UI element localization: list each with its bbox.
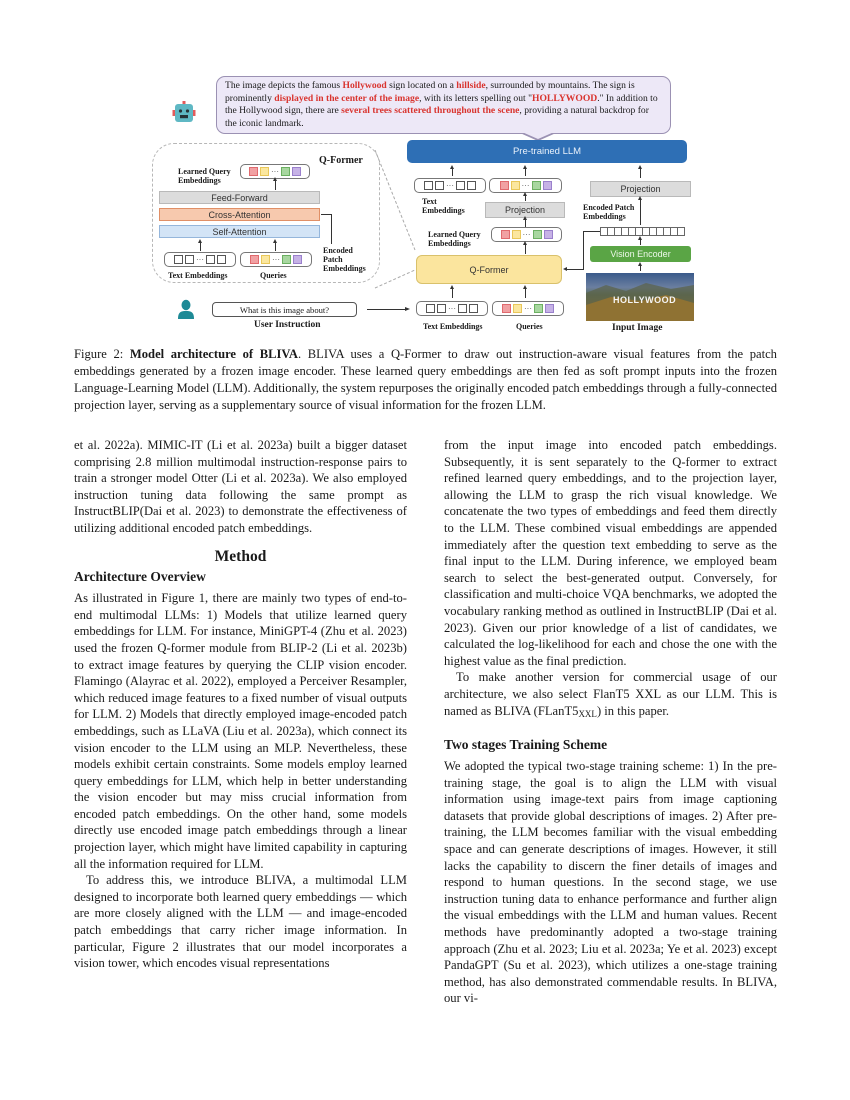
bottom-queries-label: Queries	[516, 322, 543, 331]
bottom-text-embedding-tokens: ···	[416, 301, 488, 316]
connector-line	[367, 309, 407, 310]
response-bubble	[216, 76, 671, 134]
arrow-icon	[640, 168, 641, 178]
paragraph: We adopted the typical two-stage training scheme: 1) In the pre-training stage, the goal is to align the LLM with visual information using image-text pairs from image captioning datasets that provide global descriptions of images. 2) After pre-training, the LLM becomes familiar with the visual embedding space and can generate descriptions of images. However, it still lacks the capability to discern the finer details of images and respond to human questions. In the second stage, we use instruction tuning data to enhance performance and further align the visual embeddings with the LLM and human values. Recent methods have predominantly adopted a two-stage training approach (Zhu et al. 2023; Liu et al. 2023a; Ye et al. 2023) except PandaGPT (Su et al. 2023), which utilizes a one-stage training method, has also demonstrated commendable results. In BLIVA, our vi-	[444, 759, 777, 1006]
qformer-encoded-patch-label: Encoded Patch Embeddings	[323, 246, 366, 273]
qformer-panel-title: Q-Former	[319, 155, 363, 166]
connector-line	[583, 231, 584, 269]
bottom-text-embeddings-label: Text Embeddings	[423, 322, 483, 331]
learned-query-tokens: ···	[491, 227, 562, 242]
arrow-icon	[525, 288, 526, 298]
arrow-icon	[640, 265, 641, 271]
text-embeddings-label: Text Embeddings	[422, 197, 465, 215]
paragraph: As illustrated in Figure 1, there are mainly two types of end-to-end multimodal LLMs: 1) Models that utilize learned query embeddings for LLM. For instance, MiniGPT-4 (Zhu et al. 2023) used the frozen Q-former module from BLIP-2 (Li et al. 2023b) to extract image features by querying the CLIP vision encoder. Flamingo (Alayrac et al. 2022), employed a Perceiver Resampler, which reduced image features to a fixed number of visual outputs for LLM. 2) Models that directly employed image-encoded patch embeddings, such as LLaVA (Liu et al. 2023a), which connect its vision encoder to the LLM using an MLP. Nevertheless, these models exhibit certain constraints. Some models employ learned query embeddings for LLM, which help in better understanding the vision encoder but may miss crucial information from encoded patch embeddings. On the other hand, some models directly use encoded image patch embeddings through a linear projection layer, which might have limited capability in capturing all the information required for LLM.	[74, 591, 407, 871]
encoded-patch-tokens	[600, 227, 685, 236]
arrow-icon	[525, 219, 526, 227]
arrow-icon	[525, 244, 526, 254]
qformer-text-embeddings-label: Text Embeddings	[168, 271, 228, 280]
llm-query-tokens: ···	[489, 178, 562, 193]
highlighted-phrase: displayed in the center of the image	[274, 92, 420, 104]
connector-line	[331, 214, 332, 244]
paragraph	[444, 669, 777, 722]
arrow-icon	[452, 168, 453, 176]
user-instruction-label: User Instruction	[254, 320, 321, 330]
llm-text-embedding-tokens: ···	[414, 178, 486, 193]
projection-right-block: Projection	[590, 181, 691, 197]
robot-icon	[172, 100, 196, 124]
arrow-icon	[525, 195, 526, 201]
right-column	[444, 437, 777, 1007]
qformer-query-tokens: ···	[240, 252, 312, 267]
paragraph: To address this, we introduce BLIVA, a multimodal LLM designed to incorporate both learned query embeddings — which are more closely aligned with the LLM — and image-encoded patch embeddings that carry richer image information. In particular, Figure 2 illustrates that our model incorporates a vision tower, which encodes visual representations	[74, 873, 407, 971]
highlighted-phrase: hillside	[456, 80, 486, 91]
pretrained-llm-block: Pre-trained LLM	[407, 140, 687, 163]
highlighted-phrase: several trees scattered throughout the scene	[341, 105, 520, 117]
figure-architecture	[0, 0, 850, 340]
connector-line	[566, 269, 584, 270]
response-text: , surrounded by mountains. The sign is prominently	[225, 80, 635, 104]
bottom-query-tokens: ···	[492, 301, 564, 316]
hollywood-sign: HOLLYWOOD	[613, 295, 677, 305]
response-text: The image depicts the famous	[225, 80, 343, 91]
qformer-text-embedding-tokens: ···	[164, 252, 236, 267]
input-image-label: Input Image	[612, 323, 663, 333]
subscript: XXL	[578, 708, 597, 719]
feed-forward-block: Feed-Forward	[159, 191, 320, 204]
learned-query-label: Learned Query Embeddings	[428, 230, 481, 248]
highlighted-phrase: HOLLYWOOD	[532, 92, 598, 104]
paragraph-text: ) in this paper.	[596, 703, 669, 718]
subsection-heading-architecture: Architecture Overview	[74, 569, 206, 585]
figure-caption	[74, 346, 777, 414]
response-text: sign located on a	[386, 80, 457, 91]
arrow-icon	[275, 180, 276, 190]
arrow-icon	[200, 242, 201, 251]
response-text: ." In addition to the Hollywood sign, there are	[225, 92, 658, 117]
response-text: , with its letters spelling out "	[419, 92, 532, 104]
user-instruction-input: What is this image about?	[212, 302, 357, 317]
vision-encoder-block: Vision Encoder	[590, 246, 691, 262]
arrow-left-icon	[563, 267, 567, 271]
self-attention-block: Self-Attention	[159, 225, 320, 238]
arrow-icon	[640, 239, 641, 245]
caption-prefix: Figure 2:	[74, 347, 130, 361]
arrow-right-icon	[405, 307, 410, 311]
user-icon	[177, 299, 195, 319]
highlighted-phrase: Hollywood	[342, 80, 387, 91]
paragraph-text: To make another version for commercial usage of our architecture, we also select FlanT5 XXL as our LLM. This is named as BLIVA (FLanT5	[444, 670, 777, 718]
response-text: , providing a natural backdrop for the iconic landmark.	[225, 105, 649, 129]
section-heading-method: Method	[214, 547, 267, 565]
caption-text: . BLIVA uses a Q-Former to draw out instruction-aware visual features from the patch embeddings generated by a frozen image encoder. These learned query embeddings are then fed as soft prompt inputs into the frozen Language-Learning Model (LLM). Additionally, the system repurposes the originally encoded patch embeddings through a fully-connected projection layer, serving as a supplementary source of visual information for the frozen LLM.	[74, 347, 777, 412]
input-image	[586, 273, 694, 321]
encoded-patch-label: Encoded Patch Embeddings	[583, 203, 635, 221]
arrow-icon	[275, 242, 276, 251]
paragraph: et al. 2022a). MIMIC-IT (Li et al. 2023a) built a bigger dataset comprising 2.8 million multimodal instruction-response pairs to train a stronger model Otter (Li et al. 2023a). We also employed instruction tuning data following the same prompt as InstructBLIP(Dai et al. 2023) to demonstrate the effectiveness of utilizing additional encoded patch embeddings.	[74, 438, 407, 535]
bubble-tail-fill	[522, 132, 554, 139]
caption-title: Model architecture of BLIVA	[129, 347, 298, 361]
connector-line	[583, 231, 600, 232]
left-column	[74, 437, 407, 972]
qformer-queries-label: Queries	[260, 271, 287, 280]
arrow-icon	[525, 168, 526, 176]
qformer-block: Q-Former	[416, 255, 562, 284]
arrow-icon	[452, 288, 453, 298]
cross-attention-block: Cross-Attention	[159, 208, 320, 221]
subsection-heading-training: Two stages Training Scheme	[444, 737, 608, 753]
projection-left-block: Projection	[485, 202, 565, 218]
paragraph: from the input image into encoded patch embeddings. Subsequently, it is sent separately to the Q-former to extract refined learned query embeddings, and to the projection layer, allowing the LLM to grasp the rich visual knowledge. We concatenate the two types of embeddings and feed them directly to the LLM. These combined visual embeddings are appended immediately after the question text embedding to serve as the final input to the LLM. During inference, we employed beam search to select the best-generated output. Conversely, for classification and multi-choice VQA benchmarks, we adopted the vocabulary ranking method as outlined in InstructBLIP (Dai et al. 2023). Given our prior knowledge of a list of candidates, we calculated the log-likelihood for each and chose the one with the highest value as the final prediction.	[444, 438, 777, 668]
zoom-connector-lines	[370, 150, 420, 300]
qformer-learned-query-tokens: ···	[240, 164, 310, 179]
connector-line	[321, 214, 331, 215]
qformer-learned-query-label: Learned Query Embeddings	[178, 167, 231, 185]
